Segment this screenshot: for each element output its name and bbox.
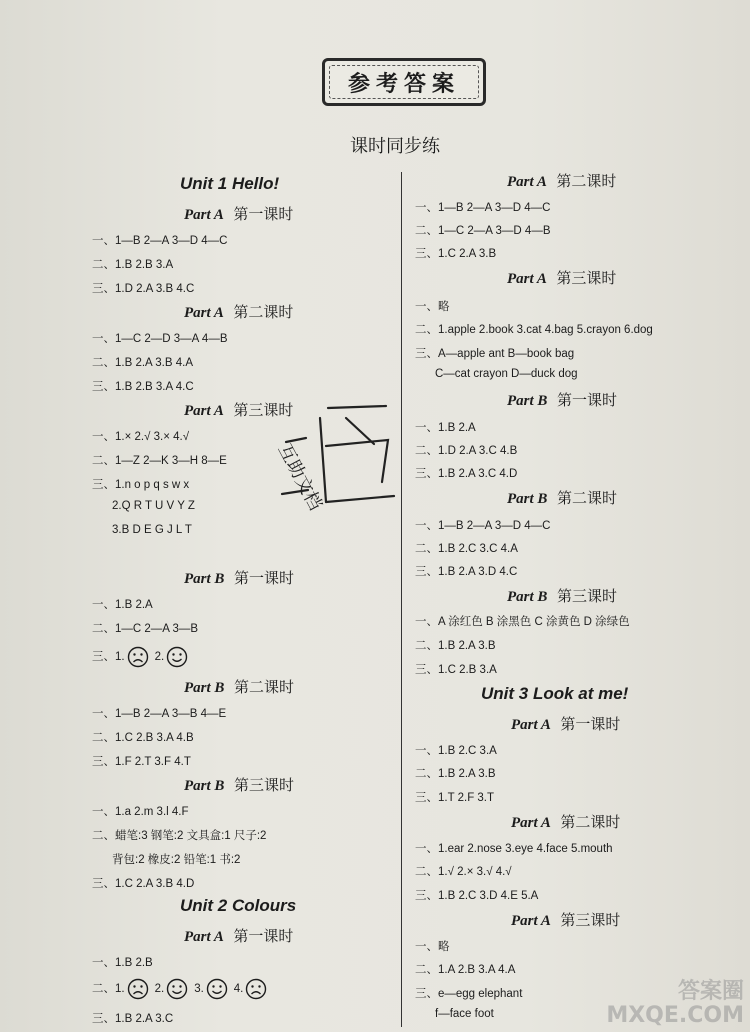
answer-row: 二、1—C 2—A 3—D 4—B [415,225,551,237]
section-heading [184,567,294,588]
watermark-line: MXQE.COM [606,1002,744,1028]
answer-row: 一、1—B 2—A 3—B 4—E [92,708,227,720]
answer-row: 二、1—Z 2—K 3—H 8—E [92,455,227,467]
section-heading [184,301,293,322]
answer-row: f—face foot [435,1008,494,1020]
section-heading [511,909,620,930]
row-item-number: 4. [233,983,244,996]
happy-face-icon [206,978,228,1000]
happy-face-icon [166,646,188,668]
part-label: Part A [184,305,224,321]
answer-row: 二、蜡笔:3 钢笔:2 文具盒:1 尺子:2 [92,830,267,842]
answer-row: 背包:2 橡皮:2 铅笔:1 书:2 [112,854,241,866]
section-heading [507,170,616,191]
answer-row: 三、A—apple ant B—book bag [415,348,575,360]
site-watermark [606,980,744,1028]
section-heading [184,774,294,795]
answer-row: 三、1.C 2.B 3.A [415,664,497,676]
answer-row: 二、1.B 2.C 3.C 4.A [415,543,518,555]
answer-row: 一、1.× 2.√ 3.× 4.√ [92,431,190,443]
lesson-label: 第三课时 [233,776,294,794]
answer-row: 一、1—B 2—A 3—D 4—C [92,235,228,247]
answer-row: 二、1.√ 2.× 3.√ 4.√ [415,866,512,878]
section-heading [507,487,617,508]
answer-row: 二、1—C 2—A 3—B [92,623,199,635]
page-title: 参考答案 [347,70,460,97]
row-item-number: 2. [154,983,165,996]
lesson-label: 第二课时 [556,489,617,507]
row-prefix: 二、1. [92,983,125,996]
part-label: Part A [511,717,551,733]
part-label: Part B [184,778,225,794]
sad-face-icon [127,646,149,668]
lesson-label: 第二课时 [233,303,294,321]
part-label: Part B [507,491,548,507]
happy-face-icon [166,978,188,1000]
answer-row: 一、1.B 2.A [92,599,153,611]
part-label: Part A [507,271,547,287]
answer-row: 二、1.A 2.B 3.A 4.A [415,964,516,976]
answer-row: 三、1.D 2.A 3.B 4.C [92,283,195,295]
answer-row: 二、1.C 2.B 3.A 4.B [92,732,194,744]
part-label: Part A [184,929,224,945]
stamp-text: 互助文档 [273,440,326,514]
section-heading [507,585,617,606]
watermark-line: 答案圈 [677,978,744,1004]
lesson-label: 第一课时 [556,391,617,409]
part-label: Part B [184,680,225,696]
answer-row: C—cat crayon D—duck dog [435,368,578,380]
lesson-label: 第二课时 [560,813,621,831]
answer-row: 一、1.a 2.m 3.l 4.F [92,806,189,818]
answer-row: 二、1.B 2.A 3.B 4.A [92,357,193,369]
section-heading [184,399,293,420]
part-label: Part B [507,393,548,409]
answer-row: 三、1.B 2.A 3.C 4.D [415,468,518,480]
lesson-label: 第三课时 [233,401,294,419]
sad-face-icon [127,978,149,1000]
part-label: Part B [507,589,548,605]
answer-row-faces [92,646,194,668]
answer-row: 三、1.n o p q s w x [92,479,190,491]
part-label: Part B [184,571,225,587]
answer-row: 一、1—B 2—A 3—D 4—C [415,520,551,532]
answer-row: 三、1.B 2.B 3.A 4.C [92,381,194,393]
row-item-number: 3. [194,983,204,996]
section-heading [511,713,620,734]
answer-row: 二、1.B 2.A 3.B [415,640,496,652]
answer-row: 一、略 [415,941,450,953]
section-heading [507,267,616,288]
answer-row-faces [92,978,273,1000]
lesson-label: 第三课时 [560,911,621,929]
lesson-label: 第一课时 [233,569,294,587]
answer-row: 三、1.B 2.A 3.D 4.C [415,566,518,578]
answer-row: 二、1.B 2.A 3.B [415,768,496,780]
lesson-label: 第三课时 [556,269,617,287]
lesson-label: 第一课时 [233,205,294,223]
part-label: Part A [184,403,224,419]
section-heading [184,676,294,697]
answer-row: 三、1.B 2.C 3.D 4.E 5.A [415,890,539,902]
part-label: Part A [511,815,551,831]
answer-row: 2.Q R T U V Y Z [112,500,195,512]
answer-row: 一、1—C 2—D 3—A 4—B [92,333,228,345]
part-label: Part A [507,174,547,190]
lesson-label: 第一课时 [560,715,621,733]
answer-row: 3.B D E G J L T [112,524,192,536]
answer-row: 二、1.B 2.B 3.A [92,259,174,271]
unit-heading: Unit 3 Look at me! [481,684,629,703]
answer-row: 一、1.ear 2.nose 3.eye 4.face 5.mouth [415,843,613,855]
answer-row: 一、1.B 2.A [415,422,476,434]
lesson-label: 第三课时 [556,587,617,605]
answer-row: 三、1.C 2.A 3.B [415,248,497,260]
part-label: Part A [184,207,224,223]
sad-face-icon [245,978,267,1000]
row-item-number: 2. [154,651,165,664]
answer-row: 一、1.B 2.C 3.A [415,745,497,757]
row-prefix: 三、1. [92,651,125,664]
section-heading [507,389,617,410]
lesson-label: 第二课时 [233,678,294,696]
answer-row: 一、略 [415,301,450,313]
unit-heading: Unit 1 Hello! [180,174,280,193]
answer-row: 三、1.T 2.F 3.T [415,792,495,804]
section-heading [511,811,620,832]
answer-row: 一、A 涂红色 B 涂黑色 C 涂黄色 D 涂绿色 [415,616,630,628]
part-label: Part A [511,913,551,929]
answer-row: 三、1.F 2.T 3.F 4.T [92,756,191,768]
column-divider [401,172,402,1027]
answer-row: 一、1—B 2—A 3—D 4—C [415,202,551,214]
title-box [322,58,486,106]
answer-row: 一、1.B 2.B [92,957,153,969]
lesson-label: 第一课时 [233,927,294,945]
lesson-label: 第二课时 [556,172,617,190]
answer-row: 三、1.B 2.A 3.C [92,1013,174,1025]
section-heading [184,203,293,224]
answer-row: 二、1.D 2.A 3.C 4.B [415,445,518,457]
answer-row: 三、e—egg elephant [415,988,523,1000]
unit-heading: Unit 2 Colours [180,896,297,915]
page-subtitle: 课时同步练 [350,136,440,157]
answer-row: 二、1.apple 2.book 3.cat 4.bag 5.crayon 6.dog [415,324,653,336]
section-heading [184,925,293,946]
answer-row: 三、1.C 2.A 3.B 4.D [92,878,195,890]
